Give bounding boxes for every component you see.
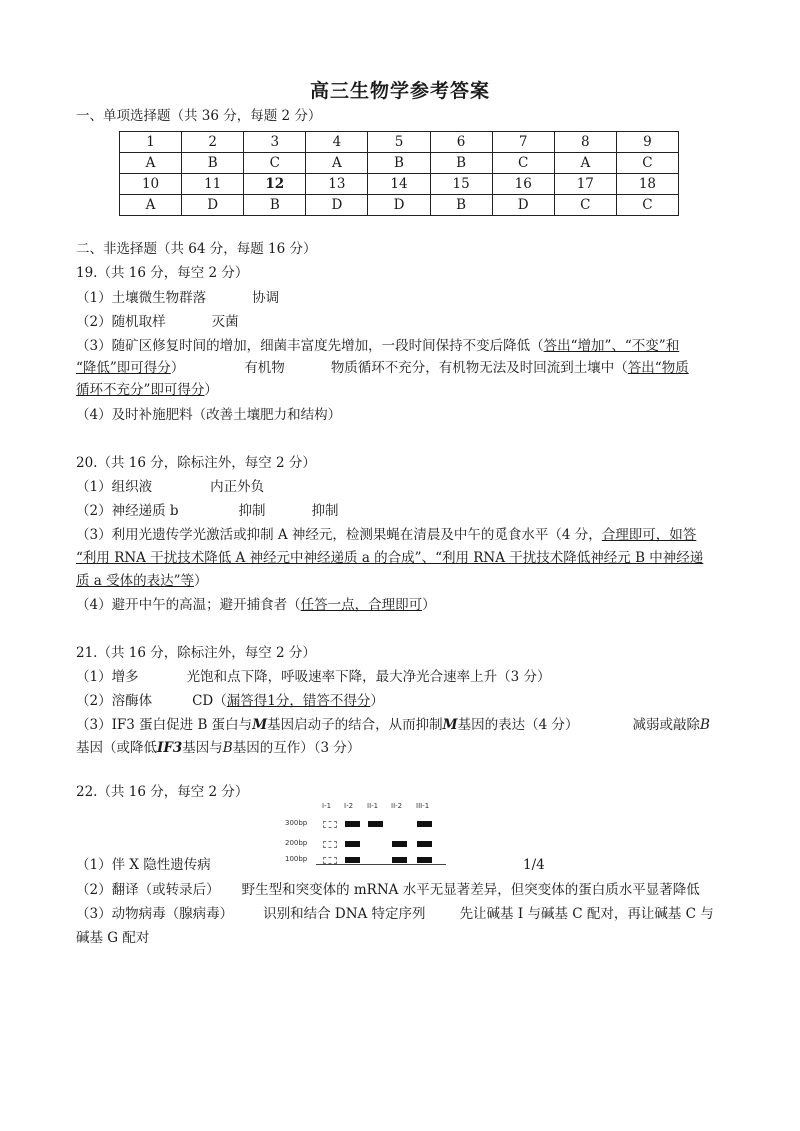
table-cell: B [244, 195, 306, 216]
gel-lane-label: II-1 [367, 802, 379, 810]
table-cell: B [182, 153, 244, 174]
page-title: 高三生物学参考答案 [309, 80, 490, 102]
q21-a3-second: 减弱或敲除 [632, 717, 700, 733]
q22-a2: （2）翻译（或转录后） [76, 882, 220, 898]
table-row-question-numbers [120, 174, 679, 195]
gel-band [345, 821, 360, 827]
table-cell: D [492, 195, 554, 216]
q22-a2-second: 野生型和突变体的 mRNA 水平无显著差异，但突变体的蛋白质水平显著降低 [241, 882, 700, 898]
q19-answer-3-line1 [76, 336, 679, 356]
q20-a1: （1）组织液 [76, 479, 153, 495]
table-cell: 9 [616, 132, 678, 153]
table-cell: C [616, 153, 678, 174]
gel-band [392, 841, 407, 847]
q19-a3-paren: ） [170, 360, 185, 376]
q19-answer-4: （4）及时补施肥料（改善土壤肥力和结构） [76, 407, 342, 423]
gel-band-faint [323, 841, 337, 848]
q21-a1: （1）增多 [76, 669, 139, 685]
q19-a1: （1）土壤微生物群落 [76, 290, 207, 306]
q22-a3: （3）动物病毒（腺病毒） [76, 906, 234, 922]
q19-a3-text: （3）随矿区修复时间的增加，细菌丰富度先增加，一段时间保持不变后降低（ [76, 338, 544, 354]
table-cell: 4 [306, 132, 368, 153]
q20-a3-scoring-note-cont: “利用 RNA 干扰技术降低 A 神经元中神经递质 a 的合成”、“利用 RNA 干扰技术降低神经元 B 中神经递 [76, 550, 704, 566]
q21-a3-part-a: （3）IF3 蛋白促进 B 蛋白与 [76, 717, 253, 733]
gel-band [417, 821, 432, 827]
q20-answer-3-line2 [76, 548, 703, 568]
q20-a2: （2）神经递质 b [76, 503, 179, 519]
table-cell: 1 [120, 132, 182, 153]
table-cell: D [368, 195, 430, 216]
q21-a3-gene-m: M [252, 717, 268, 733]
q21-a3-cont-b: 基因与 [182, 740, 223, 756]
q21-a3-gene-b: B [699, 717, 710, 733]
q21-a3-cont-a: 基因（或降低 [76, 740, 157, 756]
q20-a3-text: （3）利用光遗传学光激活或抑制 A 神经元，检测果蝇在清晨及中午的觅食水平（4 分， [76, 527, 602, 543]
table-cell: C [554, 195, 616, 216]
table-cell: 13 [306, 174, 368, 195]
table-cell: A [120, 195, 182, 216]
q20-a4-paren: ） [422, 597, 436, 613]
q21-answer-2 [76, 691, 384, 711]
table-row-answers [120, 153, 679, 174]
q20-a3-scoring-note-end: 质 a 受体的表达”等 [76, 573, 195, 589]
q20-answer-2 [76, 501, 339, 521]
q19-a2-second: 灭菌 [211, 314, 239, 330]
table-cell: D [182, 195, 244, 216]
table-cell: 11 [182, 174, 244, 195]
table-cell: 17 [554, 174, 616, 195]
table-cell: 12 [244, 174, 306, 195]
table-cell: 14 [368, 174, 430, 195]
q21-answer-3-line1 [76, 715, 710, 735]
table-cell: 6 [430, 132, 492, 153]
table-cell: C [244, 153, 306, 174]
part2-heading: 二、非选择题（共 64 分，每题 16 分） [76, 241, 317, 257]
table-cell: 16 [492, 174, 554, 195]
q21-answer-3-line2 [76, 738, 360, 758]
q19-a3-scoring-note-2: 答出“物质 [627, 360, 689, 376]
table-cell: A [306, 153, 368, 174]
q21-answer-1 [76, 667, 550, 687]
q20-answer-3-line3 [76, 571, 208, 591]
q20-a4-scoring-note: 任答一点，合理即可 [300, 597, 423, 613]
table-cell: C [492, 153, 554, 174]
part1-heading: 一、单项选择题（共 36 分，每题 2 分） [76, 108, 322, 124]
q19-a2: （2）随机取样 [76, 314, 166, 330]
q19-answer-3-line2 [76, 358, 689, 378]
q22-a1-ratio: 1/4 [523, 857, 545, 873]
gel-baseline [316, 864, 446, 865]
gel-band [417, 857, 432, 863]
table-cell: D [306, 195, 368, 216]
gel-lane-label: III-1 [416, 802, 430, 810]
table-cell: 15 [430, 174, 492, 195]
q21-a3-gene-m-2: M [442, 717, 458, 733]
table-row-question-numbers [120, 132, 679, 153]
gel-size-marker: 200bp [285, 839, 308, 847]
table-cell: 10 [120, 174, 182, 195]
q20-a2-third: 抑制 [311, 503, 339, 519]
gel-size-marker: 100bp [285, 855, 308, 863]
q21-a2-scoring-note: 漏答得1分，错答不得分 [226, 693, 371, 709]
q21-a3-part-c: 基因的表达（4 分） [457, 717, 579, 733]
gel-band [345, 857, 360, 863]
table-cell: 7 [492, 132, 554, 153]
q21-a3-gene-b-2: B [222, 740, 233, 756]
table-cell: B [430, 195, 492, 216]
q22-answer-1 [76, 855, 211, 875]
q20-answer-4 [76, 595, 436, 615]
gel-electrophoresis-figure [282, 802, 452, 868]
q19-heading: 19.（共 16 分，每空 2 分） [76, 265, 249, 281]
q19-a3-scoring-note-cont: “降低”即可得分 [76, 360, 171, 376]
q19-answer-3-line3 [76, 380, 218, 400]
q21-a3-gene-if3: IF3 [157, 740, 183, 756]
q19-answer-2 [76, 312, 239, 332]
q21-heading: 21.（共 16 分，除标注外，每空 2 分） [76, 645, 316, 661]
q19-a1-second: 协调 [252, 290, 280, 306]
q19-answer-1 [76, 288, 279, 308]
gel-band [345, 841, 360, 847]
q21-a2-paren: ） [370, 693, 384, 709]
q19-a3-organic: 有机物 [244, 360, 285, 376]
table-cell: 3 [244, 132, 306, 153]
gel-band [368, 821, 383, 827]
q20-answer-3-line1 [76, 525, 696, 545]
gel-lane-label: I-1 [322, 802, 332, 810]
q20-a1-second: 内正外负 [210, 479, 265, 495]
q19-a3-paren-2: ） [204, 382, 218, 398]
q20-a3-paren: ） [194, 573, 208, 589]
gel-band [417, 841, 432, 847]
q22-a3-third: 先让碱基 I 与碱基 C 配对，再让碱基 C 与 [459, 906, 714, 922]
q22-a1: （1）伴 X 隐性遗传病 [76, 857, 211, 873]
q21-a2-second: CD（ [192, 693, 227, 709]
q20-heading: 20.（共 16 分，除标注外，每空 2 分） [76, 455, 316, 471]
gel-band-faint [323, 857, 337, 864]
q19-a3-cycle: 物质循环不充分，有机物无法及时回流到土壤中（ [330, 360, 628, 376]
q21-a1-second: 光饱和点下降，呼吸速率下降，最大净光合速率上升（3 分） [186, 669, 551, 685]
table-cell: B [430, 153, 492, 174]
q20-a2-second: 抑制 [238, 503, 266, 519]
table-cell: 18 [616, 174, 678, 195]
q22-heading: 22.（共 16 分，每空 2 分） [76, 784, 249, 800]
table-cell: 5 [368, 132, 430, 153]
gel-size-marker: 300bp [285, 819, 308, 827]
q21-a3-cont-c: 基因的互作）（3 分） [232, 740, 361, 756]
gel-band-faint [323, 821, 337, 828]
answer-table [119, 131, 679, 216]
q22-answer-2 [76, 880, 700, 900]
q22-answer-3-line1 [76, 904, 714, 924]
q19-a3-scoring-note: 答出“增加”、“不变”和 [543, 338, 680, 354]
table-cell: A [120, 153, 182, 174]
table-cell: B [368, 153, 430, 174]
gel-lane-label: I-2 [344, 802, 354, 810]
gel-lane-label: II-2 [391, 802, 403, 810]
q20-a4-text: （4）避开中午的高温；避开捕食者（ [76, 597, 301, 613]
q20-answer-1 [76, 477, 264, 497]
q20-a3-scoring-note: 合理即可，如答 [601, 527, 697, 543]
q21-a2: （2）溶酶体 [76, 693, 153, 709]
table-cell: A [554, 153, 616, 174]
table-cell: 2 [182, 132, 244, 153]
table-row-answers [120, 195, 679, 216]
q22-answer-3-line2: 碱基 G 配对 [76, 930, 150, 946]
gel-band [392, 857, 407, 863]
table-cell: 8 [554, 132, 616, 153]
table-cell: C [616, 195, 678, 216]
q19-a3-scoring-note-2-cont: 循环不充分”即可得分 [76, 382, 205, 398]
q21-a3-part-b: 基因启动子的结合，从而抑制 [267, 717, 443, 733]
q22-a3-second: 识别和结合 DNA 特定序列 [263, 906, 426, 922]
